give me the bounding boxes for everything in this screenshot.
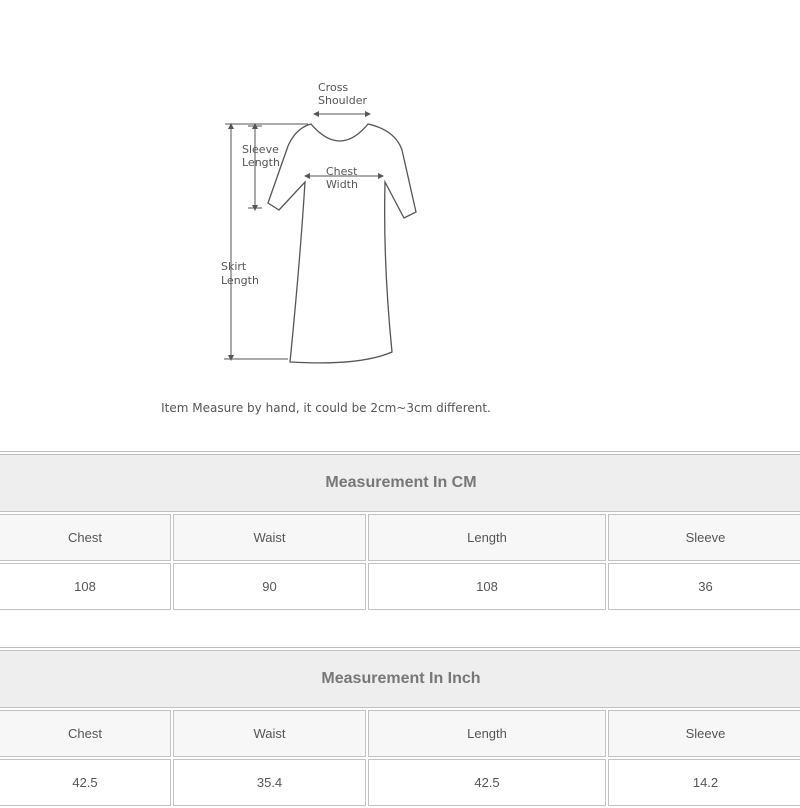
column-header-waist: Waist (173, 710, 366, 757)
value-waist: 35.4 (173, 759, 366, 806)
sleeve-length-label-2: Length (242, 156, 280, 169)
measurement-cm-table (0, 452, 800, 612)
value-chest: 108 (0, 563, 171, 610)
table-title (0, 650, 800, 708)
table-title (0, 454, 800, 512)
column-header-chest: Chest (0, 514, 171, 561)
column-header-length: Length (368, 514, 606, 561)
column-header-sleeve: Sleeve (608, 514, 800, 561)
dress-outline (268, 124, 416, 363)
value-waist: 90 (173, 563, 366, 610)
value-length: 42.5 (368, 759, 606, 806)
chest-width-label-2: Width (326, 178, 358, 191)
skirt-length-label-1: Skirt (221, 260, 247, 273)
cm-table-title: Measurement In CM (325, 474, 477, 491)
chest-width-label-1: Chest (326, 165, 358, 178)
value-chest: 42.5 (0, 759, 171, 806)
column-header-sleeve: Sleeve (608, 710, 800, 757)
value-sleeve: 14.2 (608, 759, 800, 806)
value-length: 108 (368, 563, 606, 610)
cross-shoulder-label-2: Shoulder (318, 94, 367, 107)
cross-shoulder-label-1: Cross (318, 81, 349, 94)
measurement-inch-table (0, 648, 800, 808)
column-header-waist: Waist (173, 514, 366, 561)
column-header-chest: Chest (0, 710, 171, 757)
inch-table-title: Measurement In Inch (321, 670, 481, 687)
sleeve-length-label-1: Sleeve (242, 143, 279, 156)
column-header-length: Length (368, 710, 606, 757)
measurement-note: Item Measure by hand, it could be 2cm~3cm different. (161, 401, 491, 415)
value-sleeve: 36 (608, 563, 800, 610)
skirt-length-label-2: Length (221, 274, 259, 287)
